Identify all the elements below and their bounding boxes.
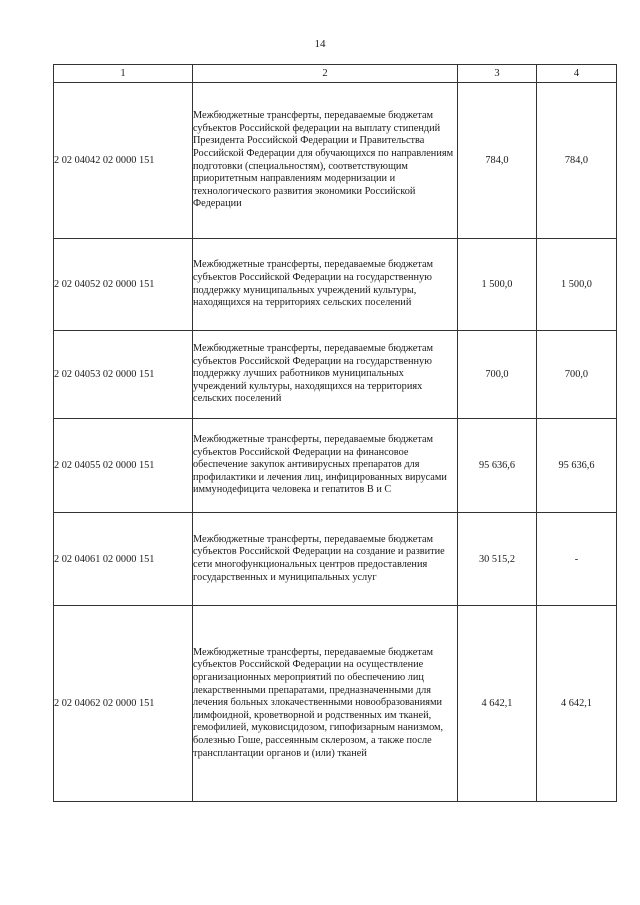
- amount-col3-cell: 784,0: [458, 83, 537, 239]
- budget-code-cell: 2 02 04052 02 0000 151: [54, 239, 193, 331]
- table-row: [54, 239, 617, 331]
- column-header: 1: [54, 65, 193, 83]
- description-cell: Межбюджетные трансферты, передаваемые бюджетам субъектов Российской Федерации на государственную поддержку муниципальных учреждений культуры, находящихся на территориях сельских поселений: [193, 239, 458, 331]
- amount-col4-cell: 4 642,1: [537, 606, 617, 802]
- amount-col4-cell: 700,0: [537, 331, 617, 419]
- page-number: 14: [314, 38, 326, 50]
- amount-col4-cell: 1 500,0: [537, 239, 617, 331]
- table-row: [54, 419, 617, 513]
- amount-col4-cell: 784,0: [537, 83, 617, 239]
- description-cell: Межбюджетные трансферты, передаваемые бюджетам субъектов Российской Федерации на финансовое обеспечение закупок антивирусных препаратов для профилактики и лечения лиц, инфицированных вирусами иммунодефицита человека и гепатитов В и С: [193, 419, 458, 513]
- table-row: [54, 331, 617, 419]
- description-cell: Межбюджетные трансферты, передаваемые бюджетам субъектов Российской федерации на выплату стипендий Президента Российской Федерации и Правительства Российской Федерации для обучающихся по направлениям подготовки (специальностям), соответствующим приоритетным направлениям модернизации и технологического развития экономики Российской Федерации: [193, 83, 458, 239]
- amount-col3-cell: 30 515,2: [458, 513, 537, 606]
- amount-col3-cell: 700,0: [458, 331, 537, 419]
- table-row: [54, 83, 617, 239]
- table-row: [54, 513, 617, 606]
- description-cell: Межбюджетные трансферты, передаваемые бюджетам субъектов Российской Федерации на осуществление организационных мероприятий по обеспечению лиц лекарственными препаратами, предназначенными для лечения больных злокачественными новообразованиями лимфоидной, кроветворной и родственных им тканей, гемофилией, муковисцидозом, гипофизарным нанизмом, болезнью Гоше, рассеянным склерозом, а также после трансплантации органов и (или) тканей: [193, 606, 458, 802]
- table-header-row: [54, 65, 617, 83]
- amount-col3-cell: 4 642,1: [458, 606, 537, 802]
- column-header: 2: [193, 65, 458, 83]
- column-header: 3: [458, 65, 537, 83]
- budget-code-cell: 2 02 04061 02 0000 151: [54, 513, 193, 606]
- amount-col4-cell: 95 636,6: [537, 419, 617, 513]
- budget-code-cell: 2 02 04053 02 0000 151: [54, 331, 193, 419]
- budget-code-cell: 2 02 04055 02 0000 151: [54, 419, 193, 513]
- amount-col3-cell: 1 500,0: [458, 239, 537, 331]
- description-cell: Межбюджетные трансферты, передаваемые бюджетам субъектов Российской Федерации на государственную поддержку лучших работников муниципальных учреждений культуры, находящихся на территориях сельских поселений: [193, 331, 458, 419]
- budget-code-cell: 2 02 04062 02 0000 151: [54, 606, 193, 802]
- column-header: 4: [537, 65, 617, 83]
- table-row: [54, 606, 617, 802]
- budget-transfers-table: [53, 64, 617, 802]
- budget-code-cell: 2 02 04042 02 0000 151: [54, 83, 193, 239]
- description-cell: Межбюджетные трансферты, передаваемые бюджетам субъектов Российской Федерации на создание и развитие сети многофункциональных центров предоставления государственных и муниципальных услуг: [193, 513, 458, 606]
- amount-col3-cell: 95 636,6: [458, 419, 537, 513]
- amount-col4-cell: -: [537, 513, 617, 606]
